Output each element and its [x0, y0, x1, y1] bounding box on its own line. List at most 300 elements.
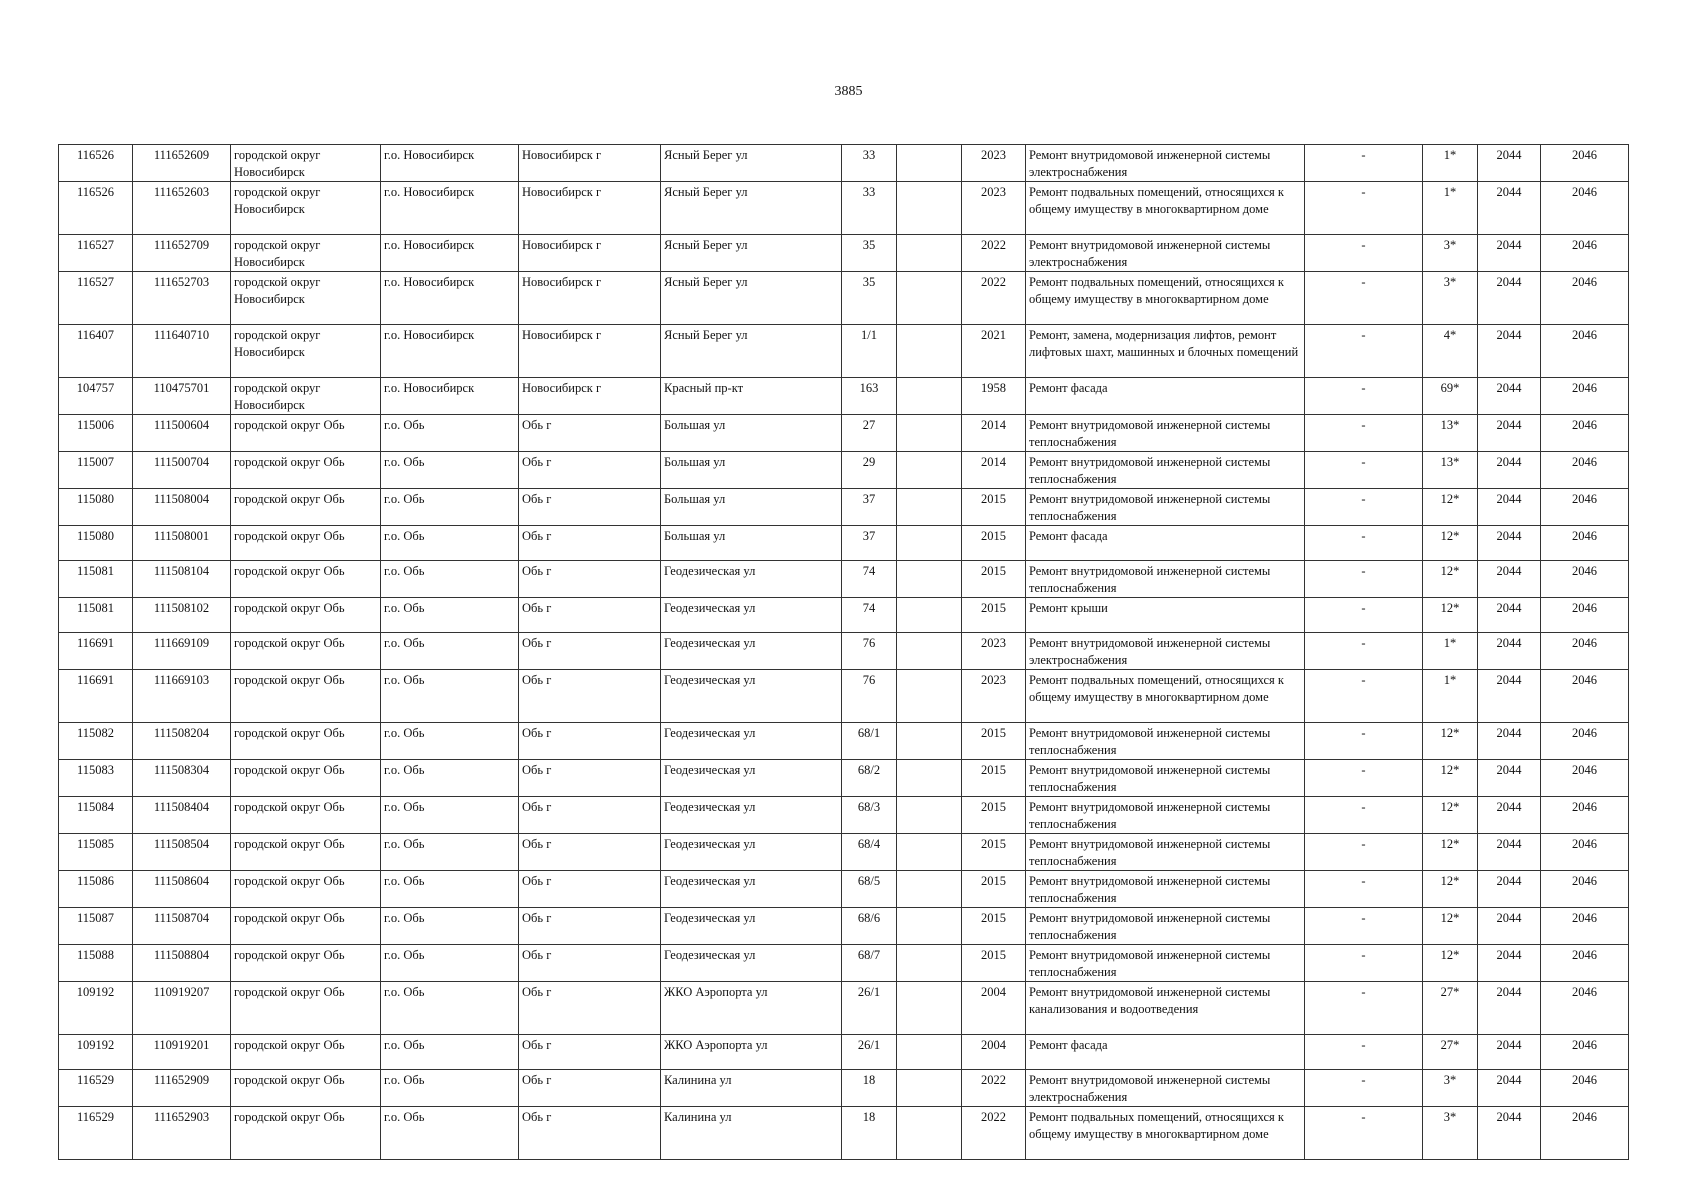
cell-start-year: 2044 [1478, 670, 1541, 723]
cell-house-id: 115086 [59, 871, 133, 908]
cell-house-number: 37 [842, 526, 897, 561]
cell-year: 2015 [962, 526, 1026, 561]
cell-house-id: 116529 [59, 1070, 133, 1107]
table-row [59, 489, 1629, 526]
cell-street: Большая ул [661, 452, 842, 489]
cell-dash-field: - [1305, 145, 1423, 182]
cell-work-type: Ремонт внутридомовой инженерной системы теплоснабжения [1026, 760, 1305, 797]
cell-start-year: 2044 [1478, 797, 1541, 834]
cell-work-id: 111500604 [133, 415, 231, 452]
cell-house-number: 35 [842, 272, 897, 325]
cell-locality: Обь г [519, 1035, 661, 1070]
cell-work-type: Ремонт внутридомовой инженерной системы теплоснабжения [1026, 945, 1305, 982]
cell-end-year: 2046 [1541, 760, 1629, 797]
cell-house-id: 115007 [59, 452, 133, 489]
cell-work-type: Ремонт внутридомовой инженерной системы электроснабжения [1026, 1070, 1305, 1107]
cell-term: 69* [1423, 378, 1478, 415]
cell-house-number: 33 [842, 182, 897, 235]
cell-end-year: 2046 [1541, 489, 1629, 526]
cell-work-type: Ремонт внутридомовой инженерной системы теплоснабжения [1026, 871, 1305, 908]
cell-building [897, 325, 962, 378]
cell-municipal-district: городской округ Обь [231, 871, 381, 908]
table-row [59, 1107, 1629, 1160]
cell-term: 27* [1423, 1035, 1478, 1070]
cell-house-id: 115085 [59, 834, 133, 871]
cell-work-id: 111640710 [133, 325, 231, 378]
table-row [59, 598, 1629, 633]
cell-street: Большая ул [661, 526, 842, 561]
cell-municipal-district: городской округ Обь [231, 415, 381, 452]
cell-start-year: 2044 [1478, 982, 1541, 1035]
table-row [59, 760, 1629, 797]
cell-work-id: 111508102 [133, 598, 231, 633]
cell-building [897, 908, 962, 945]
cell-work-id: 111669103 [133, 670, 231, 723]
cell-dash-field: - [1305, 561, 1423, 598]
cell-building [897, 723, 962, 760]
cell-work-type: Ремонт внутридомовой инженерной системы теплоснабжения [1026, 834, 1305, 871]
cell-term: 12* [1423, 945, 1478, 982]
cell-municipal-district: городской округ Обь [231, 1070, 381, 1107]
cell-settlement: г.о. Обь [381, 670, 519, 723]
registry-table-body [59, 145, 1629, 1160]
cell-building [897, 982, 962, 1035]
cell-settlement: г.о. Обь [381, 723, 519, 760]
cell-dash-field: - [1305, 760, 1423, 797]
cell-year: 2023 [962, 633, 1026, 670]
cell-dash-field: - [1305, 598, 1423, 633]
table-row [59, 415, 1629, 452]
cell-work-id: 111508304 [133, 760, 231, 797]
cell-work-id: 110475701 [133, 378, 231, 415]
cell-start-year: 2044 [1478, 526, 1541, 561]
table-row [59, 235, 1629, 272]
cell-building [897, 1070, 962, 1107]
cell-start-year: 2044 [1478, 561, 1541, 598]
cell-municipal-district: городской округ Обь [231, 633, 381, 670]
cell-locality: Новосибирск г [519, 272, 661, 325]
cell-house-number: 37 [842, 489, 897, 526]
cell-locality: Обь г [519, 489, 661, 526]
cell-building [897, 760, 962, 797]
cell-end-year: 2046 [1541, 325, 1629, 378]
cell-locality: Обь г [519, 945, 661, 982]
cell-house-number: 26/1 [842, 982, 897, 1035]
cell-end-year: 2046 [1541, 598, 1629, 633]
cell-house-number: 76 [842, 670, 897, 723]
cell-municipal-district: городской округ Обь [231, 1107, 381, 1160]
cell-street: Большая ул [661, 489, 842, 526]
cell-locality: Новосибирск г [519, 325, 661, 378]
cell-work-id: 111652709 [133, 235, 231, 272]
table-row [59, 670, 1629, 723]
cell-work-type: Ремонт фасада [1026, 526, 1305, 561]
cell-term: 3* [1423, 1070, 1478, 1107]
cell-house-id: 115088 [59, 945, 133, 982]
cell-street: Ясный Берег ул [661, 272, 842, 325]
cell-end-year: 2046 [1541, 797, 1629, 834]
cell-building [897, 526, 962, 561]
cell-house-number: 68/5 [842, 871, 897, 908]
cell-locality: Обь г [519, 723, 661, 760]
cell-settlement: г.о. Обь [381, 1070, 519, 1107]
cell-house-id: 116526 [59, 145, 133, 182]
cell-work-type: Ремонт внутридомовой инженерной системы электроснабжения [1026, 633, 1305, 670]
cell-term: 3* [1423, 235, 1478, 272]
cell-house-number: 74 [842, 561, 897, 598]
cell-building [897, 415, 962, 452]
cell-work-type: Ремонт подвальных помещений, относящихся к общему имуществу в многоквартирном доме [1026, 670, 1305, 723]
cell-building [897, 235, 962, 272]
cell-end-year: 2046 [1541, 1070, 1629, 1107]
cell-end-year: 2046 [1541, 272, 1629, 325]
cell-house-id: 116407 [59, 325, 133, 378]
cell-street: Геодезическая ул [661, 633, 842, 670]
cell-street: Калинина ул [661, 1107, 842, 1160]
cell-municipal-district: городской округ Новосибирск [231, 182, 381, 235]
cell-settlement: г.о. Обь [381, 797, 519, 834]
cell-settlement: г.о. Обь [381, 1107, 519, 1160]
cell-term: 3* [1423, 272, 1478, 325]
cell-locality: Обь г [519, 834, 661, 871]
cell-work-id: 111652909 [133, 1070, 231, 1107]
cell-settlement: г.о. Обь [381, 598, 519, 633]
cell-locality: Обь г [519, 561, 661, 598]
cell-house-id: 115080 [59, 526, 133, 561]
cell-municipal-district: городской округ Обь [231, 723, 381, 760]
cell-dash-field: - [1305, 723, 1423, 760]
cell-street: ЖКО Аэропорта ул [661, 982, 842, 1035]
cell-term: 12* [1423, 561, 1478, 598]
cell-dash-field: - [1305, 526, 1423, 561]
cell-street: Калинина ул [661, 1070, 842, 1107]
cell-house-number: 68/6 [842, 908, 897, 945]
cell-year: 2022 [962, 1107, 1026, 1160]
cell-building [897, 1035, 962, 1070]
cell-work-type: Ремонт подвальных помещений, относящихся к общему имуществу в многоквартирном доме [1026, 182, 1305, 235]
cell-end-year: 2046 [1541, 526, 1629, 561]
table-row [59, 272, 1629, 325]
cell-dash-field: - [1305, 1070, 1423, 1107]
cell-term: 12* [1423, 797, 1478, 834]
cell-street: Большая ул [661, 415, 842, 452]
cell-work-type: Ремонт фасада [1026, 1035, 1305, 1070]
cell-year: 2022 [962, 235, 1026, 272]
cell-end-year: 2046 [1541, 1035, 1629, 1070]
cell-building [897, 452, 962, 489]
cell-work-id: 111500704 [133, 452, 231, 489]
cell-street: Геодезическая ул [661, 797, 842, 834]
cell-settlement: г.о. Обь [381, 561, 519, 598]
cell-end-year: 2046 [1541, 633, 1629, 670]
cell-start-year: 2044 [1478, 272, 1541, 325]
cell-dash-field: - [1305, 378, 1423, 415]
cell-work-type: Ремонт подвальных помещений, относящихся к общему имуществу в многоквартирном доме [1026, 1107, 1305, 1160]
cell-year: 1958 [962, 378, 1026, 415]
cell-work-type: Ремонт, замена, модернизация лифтов, ремонт лифтовых шахт, машинных и блочных помещений [1026, 325, 1305, 378]
cell-locality: Новосибирск г [519, 235, 661, 272]
cell-street: Ясный Берег ул [661, 145, 842, 182]
cell-building [897, 182, 962, 235]
cell-locality: Новосибирск г [519, 145, 661, 182]
cell-dash-field: - [1305, 235, 1423, 272]
cell-year: 2015 [962, 489, 1026, 526]
cell-work-id: 110919201 [133, 1035, 231, 1070]
cell-municipal-district: городской округ Обь [231, 489, 381, 526]
cell-house-id: 116691 [59, 670, 133, 723]
cell-start-year: 2044 [1478, 452, 1541, 489]
cell-building [897, 1107, 962, 1160]
cell-work-type: Ремонт крыши [1026, 598, 1305, 633]
cell-work-id: 111652603 [133, 182, 231, 235]
cell-house-id: 116527 [59, 235, 133, 272]
cell-house-number: 18 [842, 1070, 897, 1107]
cell-building [897, 871, 962, 908]
cell-house-number: 68/2 [842, 760, 897, 797]
cell-term: 12* [1423, 760, 1478, 797]
registry-table [58, 144, 1629, 1160]
cell-municipal-district: городской округ Обь [231, 1035, 381, 1070]
cell-house-number: 26/1 [842, 1035, 897, 1070]
cell-dash-field: - [1305, 272, 1423, 325]
cell-street: Геодезическая ул [661, 598, 842, 633]
cell-end-year: 2046 [1541, 182, 1629, 235]
cell-house-id: 104757 [59, 378, 133, 415]
cell-start-year: 2044 [1478, 633, 1541, 670]
cell-year: 2021 [962, 325, 1026, 378]
cell-work-type: Ремонт внутридомовой инженерной системы теплоснабжения [1026, 489, 1305, 526]
cell-work-type: Ремонт внутридомовой инженерной системы теплоснабжения [1026, 561, 1305, 598]
cell-work-type: Ремонт внутридомовой инженерной системы канализования и водоотведения [1026, 982, 1305, 1035]
cell-settlement: г.о. Обь [381, 760, 519, 797]
cell-building [897, 797, 962, 834]
cell-work-type: Ремонт внутридомовой инженерной системы электроснабжения [1026, 235, 1305, 272]
table-row [59, 1070, 1629, 1107]
cell-settlement: г.о. Новосибирск [381, 378, 519, 415]
cell-work-type: Ремонт внутридомовой инженерной системы теплоснабжения [1026, 723, 1305, 760]
table-row [59, 526, 1629, 561]
cell-street: Геодезическая ул [661, 723, 842, 760]
cell-year: 2023 [962, 670, 1026, 723]
cell-street: Красный пр-кт [661, 378, 842, 415]
cell-house-number: 33 [842, 145, 897, 182]
cell-end-year: 2046 [1541, 670, 1629, 723]
cell-year: 2015 [962, 797, 1026, 834]
cell-municipal-district: городской округ Обь [231, 670, 381, 723]
cell-work-id: 111508001 [133, 526, 231, 561]
cell-dash-field: - [1305, 182, 1423, 235]
cell-locality: Обь г [519, 415, 661, 452]
cell-municipal-district: городской округ Обь [231, 561, 381, 598]
cell-house-id: 115083 [59, 760, 133, 797]
cell-municipal-district: городской округ Новосибирск [231, 145, 381, 182]
cell-term: 1* [1423, 145, 1478, 182]
cell-municipal-district: городской округ Обь [231, 797, 381, 834]
table-row [59, 945, 1629, 982]
cell-work-type: Ремонт внутридомовой инженерной системы теплоснабжения [1026, 908, 1305, 945]
cell-dash-field: - [1305, 325, 1423, 378]
cell-term: 4* [1423, 325, 1478, 378]
cell-municipal-district: городской округ Обь [231, 908, 381, 945]
cell-work-type: Ремонт подвальных помещений, относящихся к общему имуществу в многоквартирном доме [1026, 272, 1305, 325]
cell-settlement: г.о. Обь [381, 982, 519, 1035]
cell-settlement: г.о. Обь [381, 834, 519, 871]
cell-end-year: 2046 [1541, 982, 1629, 1035]
cell-start-year: 2044 [1478, 598, 1541, 633]
table-row [59, 871, 1629, 908]
cell-year: 2023 [962, 182, 1026, 235]
cell-locality: Обь г [519, 871, 661, 908]
cell-locality: Обь г [519, 760, 661, 797]
cell-locality: Обь г [519, 982, 661, 1035]
cell-locality: Обь г [519, 598, 661, 633]
cell-street: Ясный Берег ул [661, 235, 842, 272]
cell-year: 2015 [962, 723, 1026, 760]
cell-building [897, 378, 962, 415]
cell-term: 12* [1423, 908, 1478, 945]
cell-end-year: 2046 [1541, 723, 1629, 760]
cell-dash-field: - [1305, 633, 1423, 670]
cell-dash-field: - [1305, 1107, 1423, 1160]
cell-term: 1* [1423, 182, 1478, 235]
cell-house-number: 29 [842, 452, 897, 489]
cell-house-id: 116526 [59, 182, 133, 235]
cell-year: 2015 [962, 908, 1026, 945]
cell-start-year: 2044 [1478, 1070, 1541, 1107]
cell-house-id: 115081 [59, 561, 133, 598]
cell-year: 2014 [962, 415, 1026, 452]
cell-house-id: 115080 [59, 489, 133, 526]
cell-street: Геодезическая ул [661, 945, 842, 982]
cell-end-year: 2046 [1541, 1107, 1629, 1160]
cell-house-id: 116527 [59, 272, 133, 325]
cell-street: Геодезическая ул [661, 908, 842, 945]
cell-settlement: г.о. Новосибирск [381, 182, 519, 235]
cell-dash-field: - [1305, 797, 1423, 834]
table-row [59, 561, 1629, 598]
cell-year: 2015 [962, 945, 1026, 982]
cell-work-id: 111508804 [133, 945, 231, 982]
cell-work-id: 111508204 [133, 723, 231, 760]
cell-locality: Обь г [519, 797, 661, 834]
cell-settlement: г.о. Новосибирск [381, 272, 519, 325]
cell-start-year: 2044 [1478, 378, 1541, 415]
cell-dash-field: - [1305, 452, 1423, 489]
cell-settlement: г.о. Обь [381, 871, 519, 908]
cell-house-id: 115006 [59, 415, 133, 452]
cell-locality: Новосибирск г [519, 378, 661, 415]
cell-start-year: 2044 [1478, 834, 1541, 871]
cell-work-id: 110919207 [133, 982, 231, 1035]
cell-street: Геодезическая ул [661, 670, 842, 723]
cell-house-id: 109192 [59, 1035, 133, 1070]
cell-house-number: 35 [842, 235, 897, 272]
cell-building [897, 272, 962, 325]
table-row [59, 982, 1629, 1035]
cell-building [897, 598, 962, 633]
cell-year: 2004 [962, 1035, 1026, 1070]
cell-building [897, 633, 962, 670]
cell-locality: Обь г [519, 908, 661, 945]
cell-house-id: 116529 [59, 1107, 133, 1160]
cell-house-id: 115082 [59, 723, 133, 760]
cell-end-year: 2046 [1541, 945, 1629, 982]
cell-year: 2023 [962, 145, 1026, 182]
cell-municipal-district: городской округ Обь [231, 982, 381, 1035]
cell-start-year: 2044 [1478, 871, 1541, 908]
cell-street: Ясный Берег ул [661, 182, 842, 235]
cell-work-type: Ремонт внутридомовой инженерной системы электроснабжения [1026, 145, 1305, 182]
cell-street: Геодезическая ул [661, 561, 842, 598]
cell-work-id: 111508404 [133, 797, 231, 834]
cell-settlement: г.о. Обь [381, 489, 519, 526]
cell-dash-field: - [1305, 415, 1423, 452]
cell-year: 2015 [962, 598, 1026, 633]
cell-street: Геодезическая ул [661, 871, 842, 908]
cell-building [897, 945, 962, 982]
cell-house-id: 109192 [59, 982, 133, 1035]
cell-term: 12* [1423, 723, 1478, 760]
cell-house-id: 116691 [59, 633, 133, 670]
cell-term: 13* [1423, 415, 1478, 452]
table-row [59, 452, 1629, 489]
cell-end-year: 2046 [1541, 561, 1629, 598]
cell-house-number: 74 [842, 598, 897, 633]
cell-work-id: 111508004 [133, 489, 231, 526]
cell-work-id: 111508604 [133, 871, 231, 908]
cell-municipal-district: городской округ Обь [231, 526, 381, 561]
cell-municipal-district: городской округ Обь [231, 598, 381, 633]
cell-locality: Обь г [519, 526, 661, 561]
table-row [59, 723, 1629, 760]
cell-start-year: 2044 [1478, 908, 1541, 945]
cell-locality: Обь г [519, 1070, 661, 1107]
cell-dash-field: - [1305, 908, 1423, 945]
table-row [59, 797, 1629, 834]
cell-street: Геодезическая ул [661, 760, 842, 797]
cell-house-id: 115084 [59, 797, 133, 834]
cell-dash-field: - [1305, 945, 1423, 982]
cell-municipal-district: городской округ Обь [231, 834, 381, 871]
cell-settlement: г.о. Новосибирск [381, 145, 519, 182]
cell-house-number: 163 [842, 378, 897, 415]
cell-street: ЖКО Аэропорта ул [661, 1035, 842, 1070]
cell-start-year: 2044 [1478, 182, 1541, 235]
cell-settlement: г.о. Новосибирск [381, 235, 519, 272]
cell-municipal-district: городской округ Новосибирск [231, 325, 381, 378]
cell-municipal-district: городской округ Новосибирск [231, 272, 381, 325]
cell-start-year: 2044 [1478, 1107, 1541, 1160]
table-row [59, 378, 1629, 415]
cell-term: 12* [1423, 526, 1478, 561]
cell-work-type: Ремонт внутридомовой инженерной системы теплоснабжения [1026, 415, 1305, 452]
cell-municipal-district: городской округ Новосибирск [231, 235, 381, 272]
cell-building [897, 489, 962, 526]
cell-end-year: 2046 [1541, 378, 1629, 415]
cell-locality: Новосибирск г [519, 182, 661, 235]
cell-dash-field: - [1305, 670, 1423, 723]
cell-year: 2015 [962, 871, 1026, 908]
cell-house-number: 76 [842, 633, 897, 670]
table-row [59, 325, 1629, 378]
cell-settlement: г.о. Обь [381, 526, 519, 561]
cell-end-year: 2046 [1541, 145, 1629, 182]
cell-term: 12* [1423, 598, 1478, 633]
cell-building [897, 834, 962, 871]
cell-term: 12* [1423, 871, 1478, 908]
cell-municipal-district: городской округ Обь [231, 452, 381, 489]
cell-house-id: 115087 [59, 908, 133, 945]
